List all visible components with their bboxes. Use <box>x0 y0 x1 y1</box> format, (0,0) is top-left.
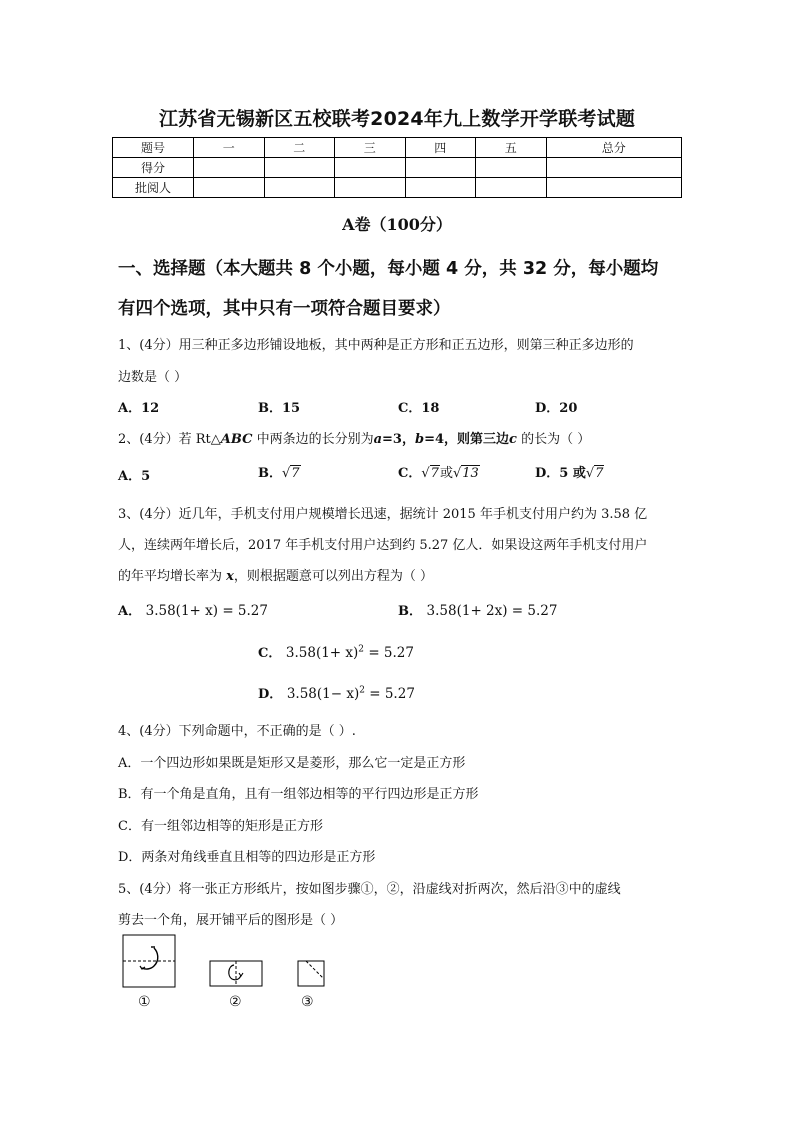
question-1-stem: 1、(4分）用三种正多边形铺设地板，其中两种是正方形和正五边形，则第三种正多边形的 <box>118 338 634 353</box>
question-2-option-d[interactable] <box>535 462 604 481</box>
radicand: 7 <box>291 466 300 481</box>
section-heading-line2: 有四个选项，其中只有一项符合题目要求） <box>118 299 451 319</box>
table-cell: 一 <box>194 138 265 158</box>
q3-text-end: ，则根据题意可以列出方程为（ ） <box>233 569 434 584</box>
table-cell[interactable] <box>194 178 265 198</box>
step-2-rectangle <box>210 961 262 986</box>
table-cell[interactable] <box>194 158 265 178</box>
question-3-option-d[interactable] <box>258 683 415 702</box>
table-row <box>113 178 682 198</box>
table-cell: 四 <box>405 138 476 158</box>
folding-steps-figure <box>110 930 360 990</box>
question-4-stem: 4、(4分）下列命题中，不正确的是（ ）. <box>118 724 356 739</box>
equation: 3.58(1+ 2x) = 5.27 <box>426 603 558 619</box>
sqrt-symbol: √7 <box>421 466 439 481</box>
equation <box>286 645 414 661</box>
q2-suffix: 的长为（ ） <box>516 432 591 447</box>
table-cell: 得分 <box>113 158 194 178</box>
q2-optd-label: D．5 或 <box>535 466 586 481</box>
triangle-name: ABC <box>220 432 253 447</box>
exponent: 2 <box>359 685 365 696</box>
step-1-square <box>123 935 175 987</box>
section-heading-line1: 一、选择题（本大题共 8 个小题，每小题 4 分，共 32 分，每小题均 <box>118 259 659 279</box>
q3-opta-label: A． <box>118 604 142 619</box>
step-3-square <box>298 961 324 986</box>
question-3-stem-cont: 人，连续两年增长后，2017 年手机支付用户达到约 5.27 亿人．如果设这两年手机支付用户 <box>118 538 648 553</box>
radicand: 7 <box>430 466 439 481</box>
question-3-stem: 3、(4分）近几年，手机支付用户规模增长迅速，据统计 2015 年手机支付用户约为 3.58 亿 <box>118 507 648 522</box>
table-cell[interactable] <box>476 158 547 178</box>
equation-rhs: = 5.27 <box>364 645 414 661</box>
table-cell: 五 <box>476 138 547 158</box>
question-5-stem: 5、(4分）将一张正方形纸片，按如图步骤①，②，沿虚线对折两次，然后沿③中的虚线 <box>118 882 621 897</box>
table-cell[interactable] <box>546 158 682 178</box>
table-cell[interactable] <box>264 178 335 198</box>
table-row <box>113 138 682 158</box>
var-c: c <box>509 432 517 447</box>
triangle-symbol: △ <box>210 432 221 447</box>
table-cell[interactable] <box>405 178 476 198</box>
question-1-option-c[interactable]: C．18 <box>398 401 440 416</box>
figure-label-2: ② <box>229 994 242 1010</box>
question-2-option-a[interactable]: A．5 <box>118 469 151 484</box>
equation <box>287 686 415 702</box>
figure-label-1: ① <box>138 994 151 1010</box>
table-cell: 题号 <box>113 138 194 158</box>
q2-text: 中两条边的长分别为 <box>252 432 374 447</box>
q2-optb-label: B． <box>258 466 282 481</box>
sqrt-symbol: √13 <box>452 466 479 481</box>
table-cell[interactable] <box>335 178 406 198</box>
figure-label-3: ③ <box>301 994 314 1010</box>
question-1-option-a[interactable]: A．12 <box>118 401 160 416</box>
table-cell: 三 <box>335 138 406 158</box>
q3-optb-label: B． <box>398 604 422 619</box>
table-cell: 二 <box>264 138 335 158</box>
q2-prefix: 2、(4分）若 Rt <box>118 432 211 447</box>
page-title: 江苏省无锡新区五校联考2024年九上数学开学联考试题 <box>158 108 636 130</box>
var-a: a <box>373 432 383 447</box>
equation-rhs: = 5.27 <box>364 686 415 702</box>
q3-optd-label: D． <box>258 687 283 702</box>
question-4-option-b[interactable]: B．有一个角是直角，且有一组邻边相等的平行四边形是正方形 <box>118 787 479 802</box>
question-5-stem-cont: 剪去一个角，展开铺平后的图形是（ ） <box>118 913 344 928</box>
radicand: 13 <box>462 466 479 481</box>
q2-optc-label: C． <box>398 466 422 481</box>
or-word: 或 <box>439 466 453 481</box>
question-1-option-d[interactable]: D．20 <box>535 401 578 416</box>
radicand: 7 <box>595 466 604 481</box>
table-cell[interactable] <box>476 178 547 198</box>
question-1-option-b[interactable]: B．15 <box>258 401 301 416</box>
question-4-option-a[interactable]: A．一个四边形如果既是矩形又是菱形，那么它一定是正方形 <box>118 756 466 771</box>
question-3-option-c[interactable] <box>258 642 414 661</box>
question-3-option-a[interactable] <box>118 600 268 619</box>
equation-base: 3.58(1− x) <box>286 686 360 702</box>
table-cell: 总分 <box>546 138 682 158</box>
question-4-option-c[interactable]: C．有一组邻边相等的矩形是正方形 <box>118 819 323 834</box>
equation: 3.58(1+ x) = 5.27 <box>145 603 268 619</box>
volume-heading: A卷（100分） <box>342 215 452 234</box>
sqrt-symbol: √7 <box>282 466 300 481</box>
q3-text: 的年平均增长率为 <box>118 569 223 584</box>
question-3-option-b[interactable] <box>398 600 557 619</box>
table-cell[interactable] <box>264 158 335 178</box>
q2-bval: =4，则第三边 <box>424 432 510 447</box>
table-row <box>113 158 682 178</box>
question-4-option-d[interactable]: D．两条对角线垂直且相等的四边形是正方形 <box>118 850 376 865</box>
table-cell[interactable] <box>546 178 682 198</box>
table-cell[interactable] <box>405 158 476 178</box>
table-cell: 批阅人 <box>113 178 194 198</box>
q2-aval: =3， <box>382 432 415 447</box>
exponent: 2 <box>358 644 365 655</box>
question-2-stem <box>118 428 590 447</box>
score-table <box>112 137 682 198</box>
question-1-stem-cont: 边数是（ ） <box>118 370 188 385</box>
equation-base: 3.58(1+ x) <box>285 645 359 661</box>
table-cell[interactable] <box>335 158 406 178</box>
question-3-stem-cont2 <box>118 565 433 584</box>
q3-optc-label: C． <box>258 646 282 661</box>
var-b: b <box>414 432 425 447</box>
question-2-option-b[interactable] <box>258 462 301 481</box>
sqrt-symbol: √7 <box>585 466 604 481</box>
var-x: x <box>226 569 234 584</box>
question-2-option-c[interactable] <box>398 462 480 481</box>
